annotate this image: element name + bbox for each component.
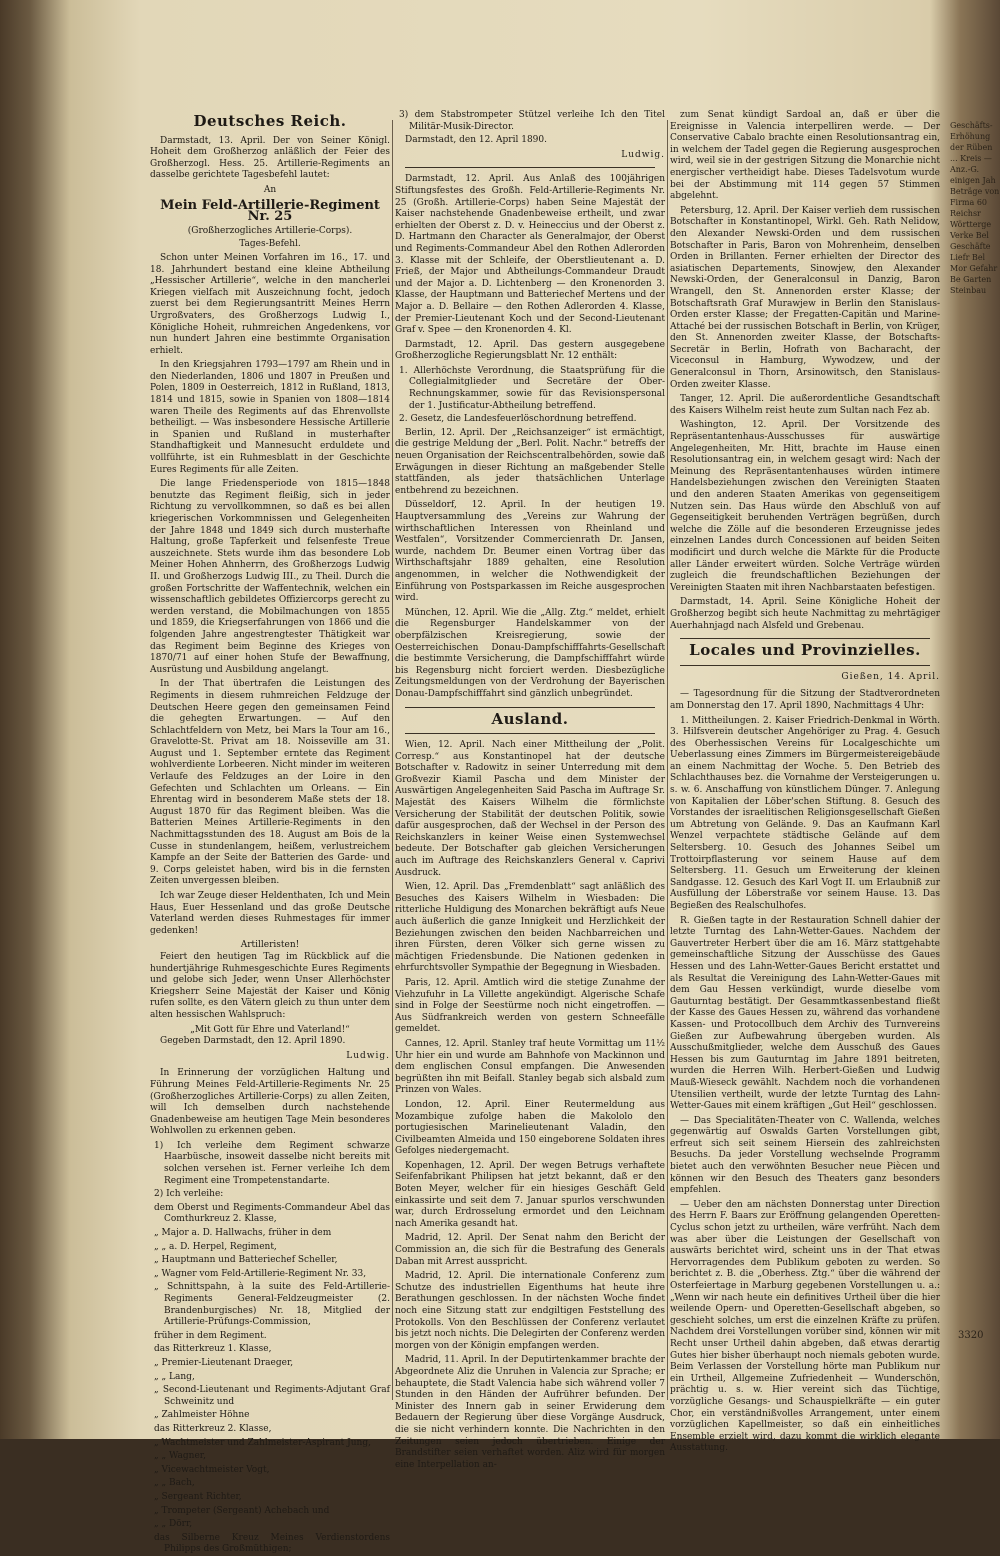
divider <box>680 665 930 666</box>
article-paragraph: Madrid, 11. April. In der Deputirtenkammer brachte der Abgeordnete Aliz die Unruhen in Valencia zur Sprache; er behauptete, die Stadt Valencia habe sich während voller 7 Stunden in den Händen der Aufrührer befunden. Der Minister des Innern gab in seiner Erwiderung dem Bedauern der Regierung über diese Vorgänge Ausdruck, die sie nicht verhindern konnte. Die Nachrichten in den Zeitungen seien jedoch übertrieben. Einige der Brandstifter seien verhaftet worden. Aliz wird für morgen eine Interpellation an- <box>395 1355 665 1470</box>
list-item: „ Premier-Lieutenant Draeger, <box>154 1357 294 1368</box>
list-item: 3) dem Stabstrompeter Stützel verleihe Ich den Titel Militär-Musik-Director. <box>399 110 665 132</box>
divider <box>405 707 655 708</box>
article-paragraph: Düsseldorf, 12. April. In der heutigen 19. Hauptversammlung des „Vereins zur Wahrung der wirthschaftlichen Interessen von Rheinland und Westfalen“, Vorsitzender Commercienrath Dr. Jansen, wurde, nachdem Dr. Beumer einen Vortrag über das Wirthschaftsjahr 1889 gehalten, eine Resolution angenommen, in welcher die Nothwendigkeit der Einführung von Postsparkassen im Reiche ausgesprochen wird. <box>395 500 665 604</box>
regiment-subtitle: (Großherzogliches Artillerie-Corps). <box>187 225 353 236</box>
list-item: das Ritterkreuz 1. Klasse, <box>154 1344 272 1355</box>
article-paragraph: Madrid, 12. April. Der Senat nahm den Bericht der Commission an, die sich für die Bestrafung des Generals Daban mit Arrest ausspricht. <box>395 1233 665 1267</box>
newspaper-sheet <box>150 110 950 1555</box>
article-paragraph: In den Kriegsjahren 1793—1797 am Rhein und in den Niederlanden, 1806 und 1807 in Preußen und Polen, 1809 in Oesterreich, 1812 in Rußland, 1813, 1814 und 1815, sowie in Spanien von 1808—1814 waren Theile des Regiments auf das Ehrenvollste betheiligt. — Was insbesondere Hessische Artillerie in Spanien und Rußland in musterhafter Standhaftigkeit und Mannesucht erduldete und vollführte, ist ein Ruhmesblatt in der Geschichte Eures Regiments für alle Zeiten. <box>150 360 390 475</box>
article-paragraph: — Tagesordnung für die Sitzung der Stadtverordneten am Donnerstag den 17. April 1890, Nachmittags 4 Uhr: <box>670 689 940 711</box>
article-paragraph: Washington, 12. April. Der Vorsitzende des Repräsentantenhaus-Ausschusses für auswärtige Angelegenheiten, Mr. Hitt, brachte im Hause einen Resolutionsantrag ein, in welchem gesagt wird: Nach der Meinung des Repräsentantenhauses würden intimere Handelsbeziehungen zwischen den Vereinigten Staaten und den anderen Staaten Amerikas von gegenseitigem Nutzen sein. Das Haus würde den Abschluß von auf Gegenseitigkeit beruhenden Verträgen begrüßen, durch welche die Zölle auf die besonderen Erzeugnisse jedes einzelnen Landes durch Concessionen auf beiden Seiten modificirt und durch welche die Märkte für die Producte aller Länder erweitert würden. Solche Verträge würden zugleich die freundschaftlichen Beziehungen der Vereinigten Staaten mit ihren Nachbarstaaten befestigen. <box>670 420 940 593</box>
list-item: „ Sergeant Richter, <box>154 1491 242 1502</box>
column-3 <box>670 110 940 1454</box>
section-heading-locales: Locales und Provinzielles. <box>689 641 921 660</box>
list-item: 1) Ich verleihe dem Regiment schwarze Haarbüsche, insoweit dasselbe nicht bereits mit solchen versehen ist. Ferner verleihe Ich dem Regiment eine Trompetenstandarte. <box>154 1140 390 1186</box>
column-2 <box>395 110 665 1470</box>
list-item: „ Vicewachtmeister Vogt, <box>154 1464 270 1475</box>
article-paragraph: — Das Specialitäten-Theater von C. Wallenda, welches gegenwärtig auf Oswalds Garten Vorstellungen gibt, erfreut sich seit seinem Hiersein des zahlreichsten Besuchs. Da jeder Vorstellung wechselnde Programm bietet auch den verwöhnten Besucher neue Piècen und können wir den Besuch des Theaters ganz besonders empfehlen. <box>670 1115 940 1196</box>
date-line: Gegeben Darmstadt, den 12. April 1890. <box>160 1036 346 1047</box>
article-paragraph: London, 12. April. Einer Reutermeldung aus Mozambique zufolge haben die Makololo den portugiesischen Marinelieutenant Valadin, den Civilbeamten Almeida und 150 eingeborene Soldaten ihres Gefolges niedergemacht. <box>395 1099 665 1157</box>
article-paragraph: Tanger, 12. April. Die außerordentliche Gesandtschaft des Kaisers Wilhelm reist heute zum Sultan nach Fez ab. <box>670 394 940 416</box>
list-item: „ Wachtmeister und Zahlmeister-Aspirant Jung, <box>154 1437 371 1448</box>
article-paragraph: Wien, 12. April. Das „Fremdenblatt“ sagt anläßlich des Besuches des Kaisers Wilhelm in Wiesbaden: Die ritterliche Huldigung des Monarchen bekräftigt aufs Neue auch äußerlich die ganze Innigkeit und Herzlichkeit der Beziehungen zwischen den beiden Nachbarreichen und ihren Fürsten, deren Völker sich gerne wissen zu mächtigen Friedensbunde. Die Nationen gedenken in ehrfurchtsvoller Sympathie der Begegnung in Wiesbaden. <box>395 882 665 974</box>
article-paragraph: Berlin, 12. April. Der „Reichsanzeiger“ ist ermächtigt, die gestrige Meldung der „Berl. Polit. Nachr.“ betreffs der neuen Organisation der Reichscentralbehörden, sowie daß Erwägungen in dieser Richtung an maßgebender Stelle stattfänden, als jeder thatsächlichen Unterlage entbehrend zu bezeichnen. <box>395 427 665 496</box>
regiment-title: Mein Feld-Artillerie-Regiment Nr. 25 <box>160 197 380 225</box>
motto: „Mit Gott für Ehre und Vaterland!“ <box>190 1024 350 1035</box>
signature: Ludwig. <box>346 1050 390 1061</box>
list-item: „ „ Bach, <box>154 1478 195 1489</box>
article-paragraph: Kopenhagen, 12. April. Der wegen Betrugs verhaftete Seifenfabrikant Philipsen hat jetzt bekannt, daß er den Boten Meyer, welcher für ein hiesiges Geschäft Geld einkassirte und seit dem 7. Januar spurlos verschwunden war, durch Erdrosselung ermordet und den Leichnam nach Amerika gesandt hat. <box>395 1160 665 1229</box>
list-item: „ „ Wagner, <box>154 1451 206 1462</box>
salutation: An <box>263 184 277 195</box>
list-item: „ Major a. D. Hallwachs, früher in dem <box>154 1228 332 1239</box>
order-title: Tages-Befehl. <box>239 239 301 250</box>
article-paragraph: — Ueber den am nächsten Donnerstag unter Direction des Herrn F. Baars zur Eröffnung gelangenden Operetten-Cyclus schon jetzt zu urtheilen, wäre verfrüht. Nach dem was aber über die Leistungen der Gesellschaft von auswärts berichtet wird, scheint uns in der That etwas Hervorragendes dem Publikum geboten zu werden. So berichtet z. B. die „Oberhess. Ztg.“ über die während der Osterfeiertage in Marburg gegebenen Vorstellungen u. a.: „Wenn wir nach heute ein definitives Urtheil über die hier weilende Opern- und Operetten-Gesellschaft abgeben, so geschieht solches, um erst die einzelnen Kräfte zu prüfen. Nachdem drei Vorstellungen vorüber sind, können wir mit Recht unser Urtheil dahin abgeben, daß etwas derartig Gutes hier bisher überhaupt noch niemals geboten wurde. Beim Verlassen der Vorstellung hörte man Publikum nur ein Urtheil, Allgemeine Zufriedenheit — Wunderschön, prächtig u. s. w. Hier vereint sich das Tüchtige, vorzügliche Gesangs- und Schauspielkräfte — ein guter Chor, ein verständnißvolles Arrangement, unter einem vorzüglichen Kapellmeister, so daß ein einheitliches Ensemble erzielt wird, dazu kommt die wirklich elegante Ausstattung. <box>670 1199 940 1454</box>
article-paragraph: Madrid, 12. April. Die internationale Conferenz zum Schutze des industriellen Eigenthums hat heute ihre Berathungen geschlossen. In der nächsten Woche findet noch eine Sitzung statt zur endgiltigen Feststellung des Protokolls. Von den Beschlüssen der Conferenz verlautet bis jetzt noch nichts. Die Delegirten der Conferenz werden morgen von der Königin empfangen werden. <box>395 1271 665 1351</box>
article-paragraph: Schon unter Meinen Vorfahren im 16., 17. und 18. Jahrhundert bestand eine kleine Abtheilung „Hessischer Artillerie“, welche in den mancherlei Kriegen vielfach mit Auszeichnung focht, jedoch zuerst bei dem Regierungsantritt Meines Herrn Urgroßvaters, des Großherzogs Ludwig I., Königliche Hoheit, ruhmreichen Angedenkens, vor nun hundert Jahren eine bestimmte Organisation erhielt. <box>150 252 390 356</box>
article-paragraph: Darmstadt, 12. April. Aus Anlaß des 100jährigen Stiftungsfestes des Großh. Feld-Artillerie-Regiments Nr. 25 (Großh. Artillerie-Corps) haben Seine Majestät der Kaiser nachstehende Gnadenbeweise ertheilt, und zwar erhielten der Oberst z. D. v. Heineccius und der Oberst z. D. Hartmann den Character als Generalmajor, der Oberst und Regiments-Commandeur Abel den Rothen Adlerorden 3. Klasse mit der Schleife, der Oberstlieutenant a. D. Frieß, der Major und Abtheilungs-Commandeur Draudt und der Major a. D. Lichtenberg — den Kronenorden 3. Klasse, der Hauptmann und Batteriechef Mertens und der Major a. D. Bellaire — den Rothen Adlerorden 4. Klasse, der Premier-Lieutenant Koch und der Second-Lieutenant Graf v. Spee — den Kronenorden 4. Kl. <box>395 174 665 336</box>
list-item: 2. Gesetz, die Landesfeuerlöschordnung betreffend. <box>399 414 637 425</box>
list-item: „ „ Lang, <box>154 1371 195 1382</box>
address-line: Artilleristen! <box>240 940 300 951</box>
column-divider <box>667 120 668 1400</box>
article-paragraph: Ich war Zeuge dieser Heldenthaten, Ich und Mein Haus, Euer Hessenland und das große Deutsche Vaterland werden dieses Ruhmestages für immer gedenken! <box>150 891 390 936</box>
list-item-note: früher in dem Regiment. <box>154 1330 267 1341</box>
date-line: Darmstadt, den 12. April 1890. <box>405 135 547 146</box>
list-item: „ Wagner vom Feld-Artillerie-Regiment Nr. 33, <box>154 1268 367 1279</box>
article-paragraph: R. Gießen tagte in der Restauration Schnell dahier der letzte Turntag des Lahn-Wetter-Gaues. Nachdem der Gauvertreter Herbert über die am 16. März stattgehabte gemeinschaftliche Sitzung der Ausschüsse des Gaues Hessen und des Lahn-Wetter-Gaues Bericht erstattet und als Resultat die Vereinigung des Lahn-Wetter-Gaues mit dem Gau Hessen verkündigt, wurde dieselbe vom Gauturntag bestätigt. Der Gesammtkassenbestand fließt der Kasse des Gaues Hessen zu, während das vorhandene Kassen- und Protocollbuch dem Archiv des Turnvereins Gießen zur Aufbewahrung übergeben wurden. Als Ausschußmitglieder, welche dem Ausschuß des Gaues Hessen bis zum Gauturntag im Jahre 1891 beitreten, wurden die Herren Wilh. Herbert-Gießen und Ludwig Mauß-Wieseck gewählt. Nachdem noch die vorhandenen Utensilien vertheilt, wurde der letzte Turntag des Lahn-Wetter-Gaues mit einem kräftigen „Gut Heil“ geschlossen. <box>670 915 940 1112</box>
article-paragraph: In der That übertrafen die Leistungen des Regiments in diesem ruhmreichen Feldzuge der Deutschen Heere gegen den gemeinsamen Feind die gehegten Erwartungen. — Auf den Schlachtfeldern von Metz, bei Mars la Tour am 16., Gravelotte-St. Privat am 18. Noisseville am 31. August und 1. September erntete das Regiment wohlverdiente Lorbeeren. Nicht minder im weiteren Verlaufe des Feldzuges an der Loire in den Gefechten und Schlachten um Orleans. — Ein Ehrentag wird in besonderem Maße stets der 18. August 1870 für das Regiment bleiben. Was die Batterien Meines Artillerie-Regiments in den Nachmittagsstunden des 18. August am Bois de la Cusse in stundenlangem, heißem, verlustreichem Kampfe an der Seite der Batterien des Garde- und 9. Corps geleistet haben, wird bis in die fernsten Zeiten unvergessen bleiben. <box>150 679 390 887</box>
list-item: „ Schnittspahn, à la suite des Feld-Artillerie-Regiments General-Feldzeugmeister (2. Brandenburgisches) Nr. 18, Mitglied der Artillerie-Prüfungs-Commission, <box>154 1282 390 1328</box>
divider <box>405 733 655 734</box>
list-item: „ „ a. D. Herpel, Regiment, <box>154 1241 277 1252</box>
article-paragraph: Paris, 12. April. Amtlich wird die stetige Zunahme der Viehzufuhr in La Villette angekündigt. Algerische Schafe sind in Folge der Seestürme noch nicht eingetroffen. — Aus Südfrankreich werden von gestern Schneefälle gemeldet. <box>395 977 665 1035</box>
divider <box>405 167 655 168</box>
article-paragraph: zum Senat kündigt Sardoal an, daß er über die Ereignisse in Valencia interpelliren werde. — Der Conservative Cabalo brachte einen Resolutionsantrag ein, in welchem der Tadel gegen die Regierung ausgesprochen wird, weil sie in der gestrigen Sitzung die Monarchie nicht energischer vertheidigt habe. Dieses Tadelsvotum wurde bei der Abstimmung mit 114 gegen 57 Stimmen abgelehnt. <box>670 110 940 202</box>
column-divider <box>392 120 393 1400</box>
article-paragraph: 1. Mittheilungen. 2. Kaiser Friedrich-Denkmal in Wörth. 3. Hilfsverein deutscher Angehöriger zu Prag. 4. Gesuch des Oberhessischen Vereins für Localgeschichte um Ueberlassung eines Zimmers im Bürgermeistereigebäude an einem Nachmittag der Woche. 5. Den Betrieb des Schlachthauses bez. die Vornahme der Versteigerungen u. s. w. 6. Anschaffung von künstlichem Dünger. 7. Anlegung von Kapitalien der Löber'schen Stiftung. 8. Gesuch des Vorstandes der israelitischen Religionsgesellschaft Gießen um Abtretung von Gelände. 9. Das an Kaufmann Karl Wenzel verpachtete städtische Gelände auf dem Seltersberg. 10. Gesuch des Johannes Seibel um Trottoirpflasterung vor seinem Hause auf dem Seltersberg. 11. Gesuch um Erweiterung der kleinen Sandgasse. 12. Gesuch des Karl Vogt II. um Erlaubniß zur Ausfüllung der Löberstraße vor seinem Hause. 13. Das Begießen des Realschulhofes. <box>670 715 940 911</box>
list-item: 1. Allerhöchste Verordnung, die Staatsprüfung für die Collegialmitglieder und Secretäre der Ober-Rechnungskammer, sowie für das Revisionspersonal der 1. Justificatur-Abtheilung betreffend. <box>399 365 665 411</box>
article-paragraph: Petersburg, 12. April. Der Kaiser verlieh dem russischen Botschafter in Konstantinopel, Wirkl. Geh. Rath Nelidow, den Alexander Newski-Orden und dem russischen Botschafter in Paris, Baron von Mohrenheim, denselben Orden in Brillanten. Ferner erhielten der Director des asiatischen Departements, Sinowjew, den Alexander Newski-Orden, der Generalconsul in Danzig, Baron Wrangell, den St. Annenorden erster Klasse; der Botschaftsrath Graf Murawjew in Berlin den Stanislaus-Orden erster Klasse; der Fregatten-Capitän und Marine-Attaché bei der russischen Botschaft in Berlin, von Krüger, den St. Annenorden zweiter Klasse, der Botschafts-Secretär in Berlin, Hofrath von Bacharacht, der Viceconsul in Hamburg, Wywodzew, und der Generalconsul in Thorn, Arsinowitsch, den Stanislaus-Orden zweiter Klasse. <box>670 205 940 390</box>
article-paragraph: In Erinnerung der vorzüglichen Haltung und Führung Meines Feld-Artillerie-Regiments Nr. 25 (Großherzogliches Artillerie-Corps) zu allen Zeiten, will Ich demselben durch nachstehende Gnadenbeweise am heutigen Tage Mein besonderes Wohlwollen zu erkennen geben. <box>150 1068 390 1137</box>
article-paragraph: Darmstadt, 13. April. Der von Seiner Königl. Hoheit dem Großherzog anläßlich der Feier des Großherzogl. Hess. 25. Artillerie-Regiments an dasselbe gerichtete Tagesbefehl lautet: <box>150 135 390 181</box>
list-item: dem Oberst und Regiments-Commandeur Abel das Comthurkreuz 2. Klasse, <box>154 1202 390 1225</box>
divider <box>680 638 930 639</box>
section-heading-ausland: Ausland. <box>491 709 569 728</box>
article-paragraph: München, 12. April. Wie die „Allg. Ztg.“ meldet, erhielt die Regensburger Handelskammer von der oberpfälzischen Kreisregierung, sowie der Oesterreichischen Donau-Dampfschifffahrts-Gesellschaft die bestimmte Versicherung, die Dampfschifffahrt würde bis Regensburg nicht forciert werden. Diesbezügliche Zeitungsmeldungen von der Verdrohung der Bayerischen Donau-Dampfschifffahrt sind gänzlich unbegründet. <box>395 607 665 699</box>
article-paragraph: Die lange Friedensperiode von 1815—1848 benutzte das Regiment fleißig, sich in jeder Richtung zu vervollkommnen, so daß es bei allen kriegerischen Vorkommnissen und Gelegenheiten der Jahre 1848 und 1849 sich durch musterhafte Haltung, große Tapferkeit und felsenfeste Treue auszeichnete. Stets wurde ihm das besondere Lob Meiner Hohen Ahnherrn, des Großherzogs Ludwig II. und Großherzogs Ludwig III., zu Theil. Durch die großen Fortschritte der Waffentechnik, welchen ein wissenschaftlich gebildetes Offiziercorps gerecht zu werden verstand, die Mobilmachungen von 1855 und 1859, die Kriegserfahrungen von 1866 und die folgenden Jahre angestrengtester Thätigkeit war das Regiment beim Beginne des Krieges von 1870/71 auf einer hohen Stufe der Bewaffnung, Ausrüstung und Ausbildung angelangt. <box>150 479 390 675</box>
list-item: „ Zahlmeister Höhne <box>154 1410 250 1421</box>
article-paragraph: Feiert den heutigen Tag im Rückblick auf die hundertjährige Ruhmesgeschichte Eures Regiments und gelobe sich Jeder, wenn Unser Allerhöchster Kriegsherr Seine Majestät der Kaiser und König rufen sollte, es den Vätern gleich zu thun unter dem alten hessischen Wahlspruch: <box>150 951 390 1020</box>
article-paragraph: Darmstadt, 14. April. Seine Königliche Hoheit der Großherzog begibt sich heute Nachmittag zu mehrtägiger Auerhahnjagd nach Alsfeld und Grebenau. <box>670 597 940 631</box>
adjacent-page-edge-text: Geschäfts- Erhöhung der Rüben ... Kreis — Anz.-G. einigen Jah Beträge von Firma 60 Reichsr Wörtterge Verke Bel Geschäfte Liefr Bel Mor Gefahr Be Garten Steinbau <box>950 121 1000 295</box>
list-item: „ „ Dörr, <box>154 1519 193 1530</box>
list-item: das Ritterkreuz 2. Klasse, <box>154 1423 272 1434</box>
column-1 <box>150 110 390 1555</box>
article-paragraph: Cannes, 12. April. Stanley traf heute Vormittag um 11½ Uhr hier ein und wurde am Bahnhofe von Mackinnon und dem englischen Consul empfangen. Die Anwesenden begrüßten ihn mit Beifall. Stanley begab sich alsbald zum Prinzen von Wales. <box>395 1038 665 1096</box>
article-paragraph: Wien, 12. April. Nach einer Mittheilung der „Polit. Corresp.“ aus Konstantinopel hat der deutsche Botschafter v. Radowitz in seiner Unterredung mit dem Großvezir Kiamil Pascha und dem Minister der Auswärtigen Angelegenheiten Said Pascha im Auftrage Sr. Majestät des Kaisers Wilhelm die förmlichste Versicherung der Stabilität der deutschen Politik, sowie dafür ausgesprochen, daß der Wechsel in der Person des Reichskanzlers in keiner Weise einen Systemwechsel bedeute. Der Botschafter gab gleichen Versicherungen auch im Auftrage des Reichskanzlers General v. Caprivi Ausdruck. <box>395 740 665 878</box>
signature: Ludwig. <box>621 149 665 160</box>
page-number: 3320 <box>958 1330 984 1341</box>
list-item: „ Hauptmann und Batteriechef Scheller, <box>154 1255 338 1266</box>
list-item: „ Trompeter (Sergeant) Achebach und <box>154 1505 330 1516</box>
section-heading-deutsches-reich: Deutsches Reich. <box>193 112 347 130</box>
dateline: Gießen, 14. April. <box>841 671 940 682</box>
article-paragraph: Darmstadt, 12. April. Das gestern ausgegebene Großherzogliche Regierungsblatt Nr. 12 enthält: <box>395 339 665 362</box>
list-item: das Silberne Kreuz Meines Verdienstordens Philipps des Großmüthigen; <box>154 1532 390 1555</box>
list-item: „ Second-Lieutenant und Regiments-Adjutant Graf Schweinitz und <box>154 1385 390 1407</box>
list-item: 2) Ich verleihe: <box>154 1189 224 1200</box>
